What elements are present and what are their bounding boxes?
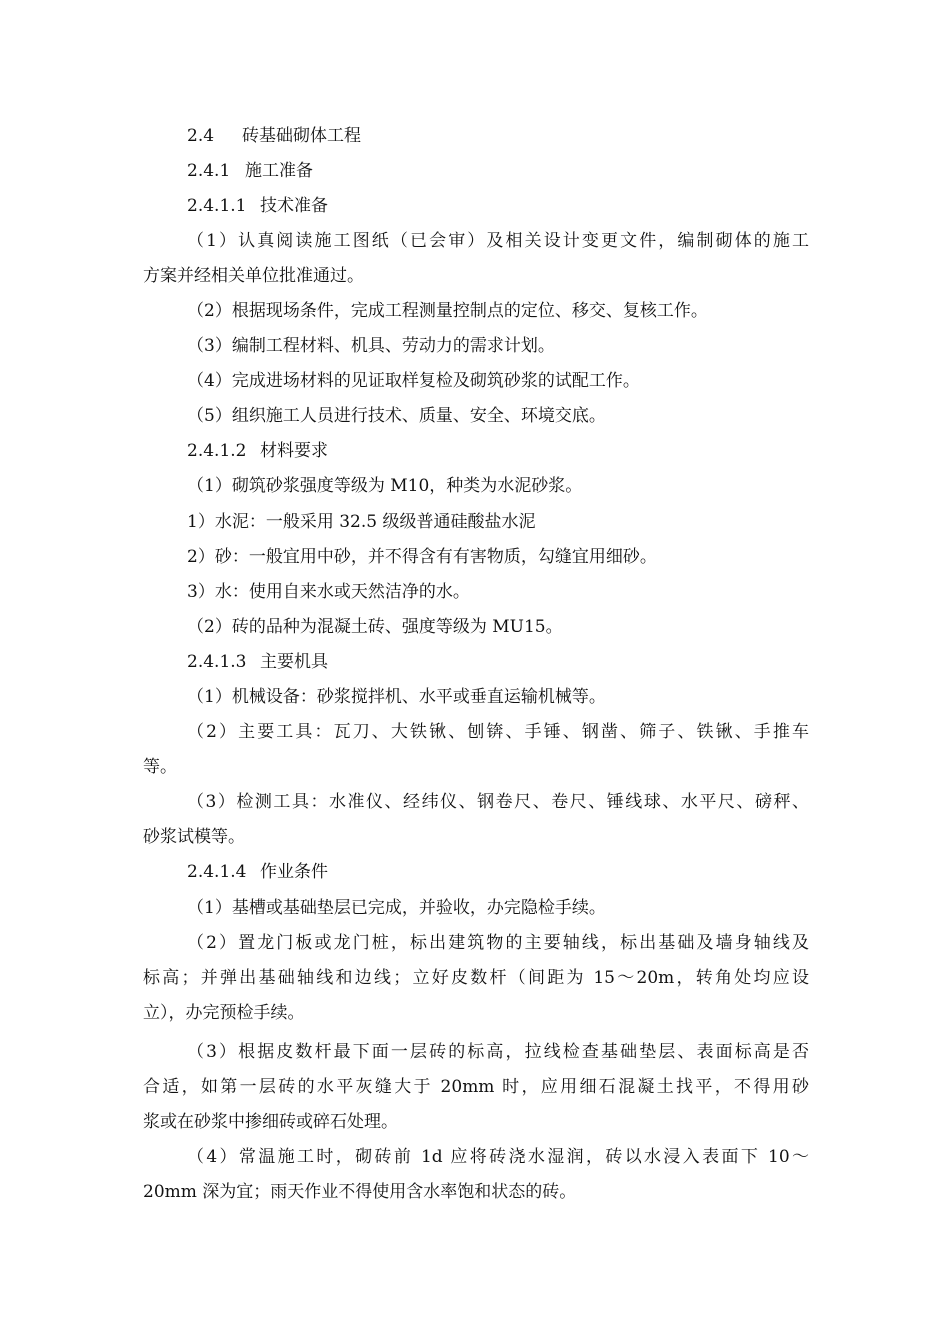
section-title: 材料要求 — [260, 441, 328, 461]
section-number: 2.4.1 — [187, 161, 231, 181]
section-heading-2-4 — [187, 125, 361, 147]
paragraph-line: 砂浆试模等。 — [143, 827, 245, 847]
section-title: 砖基础砌体工程 — [242, 126, 361, 146]
paragraph-line: 立），办完预检手续。 — [143, 1003, 305, 1023]
paragraph-line: （2）主要工具：瓦刀、大铁锹、刨锛、手锤、钢凿、筛子、铁锹、手推车 — [187, 722, 809, 742]
paragraph-line: （5）组织施工人员进行技术、质量、安全、环境交底。 — [187, 406, 606, 426]
section-title: 施工准备 — [245, 161, 313, 181]
paragraph-line: （2）置龙门板或龙门桩，标出建筑物的主要轴线，标出基础及墙身轴线及 — [187, 933, 809, 953]
paragraph-line: （3）检测工具：水准仪、经纬仪、钢卷尺、卷尺、锤线球、水平尺、磅秤、 — [187, 792, 809, 812]
section-number: 2.4 — [187, 126, 215, 146]
paragraph-line: （1）基槽或基础垫层已完成，并验收，办完隐检手续。 — [187, 898, 606, 918]
paragraph-line: （1）机械设备：砂浆搅拌机、水平或垂直运输机械等。 — [187, 687, 606, 707]
paragraph-line: （2）砖的品种为混凝土砖、强度等级为 MU15。 — [187, 617, 563, 637]
section-title: 作业条件 — [260, 862, 328, 882]
paragraph-line: 方案并经相关单位批准通过。 — [143, 266, 364, 286]
section-heading-2-4-1 — [187, 160, 313, 182]
paragraph-line: 3）水：使用自来水或天然洁净的水。 — [187, 582, 470, 602]
paragraph-line: 合适，如第一层砖的水平灰缝大于 20mm 时，应用细石混凝土找平，不得用砂 — [143, 1077, 809, 1097]
paragraph-line: （4）常温施工时，砌砖前 1d 应将砖浇水湿润，砖以水浸入表面下 10～ — [187, 1147, 809, 1167]
paragraph-line: 浆或在砂浆中掺细砖或碎石处理。 — [143, 1112, 398, 1132]
paragraph-line: （2）根据现场条件，完成工程测量控制点的定位、移交、复核工作。 — [187, 301, 708, 321]
section-number: 2.4.1.2 — [187, 441, 247, 461]
section-heading-2-4-1-4 — [187, 861, 328, 883]
section-number: 2.4.1.3 — [187, 652, 247, 672]
section-title: 主要机具 — [260, 652, 328, 672]
paragraph-line: 1）水泥：一般采用 32.5 级级普通硅酸盐水泥 — [187, 512, 536, 532]
paragraph-line: 2）砂：一般宜用中砂，并不得含有有害物质，勾缝宜用细砂。 — [187, 547, 657, 567]
section-heading-2-4-1-1 — [187, 195, 328, 217]
section-heading-2-4-1-3 — [187, 651, 328, 673]
section-number: 2.4.1.4 — [187, 862, 247, 882]
section-number: 2.4.1.1 — [187, 196, 247, 216]
paragraph-line: 20mm 深为宜；雨天作业不得使用含水率饱和状态的砖。 — [143, 1182, 577, 1202]
paragraph-line: （3）根据皮数杆最下面一层砖的标高，拉线检查基础垫层、表面标高是否 — [187, 1042, 809, 1062]
paragraph-line: （4）完成进场材料的见证取样复检及砌筑砂浆的试配工作。 — [187, 371, 640, 391]
paragraph-line: 标高；并弹出基础轴线和边线；立好皮数杆（间距为 15～20m，转角处均应设 — [143, 968, 809, 988]
paragraph-line: （1）认真阅读施工图纸（已会审）及相关设计变更文件，编制砌体的施工 — [187, 231, 809, 251]
paragraph-line: （1）砌筑砂浆强度等级为 M10，种类为水泥砂浆。 — [187, 476, 583, 496]
section-title: 技术准备 — [260, 196, 328, 216]
paragraph-line: 等。 — [143, 757, 177, 777]
paragraph-line: （3）编制工程材料、机具、劳动力的需求计划。 — [187, 336, 555, 356]
section-heading-2-4-1-2 — [187, 440, 328, 462]
